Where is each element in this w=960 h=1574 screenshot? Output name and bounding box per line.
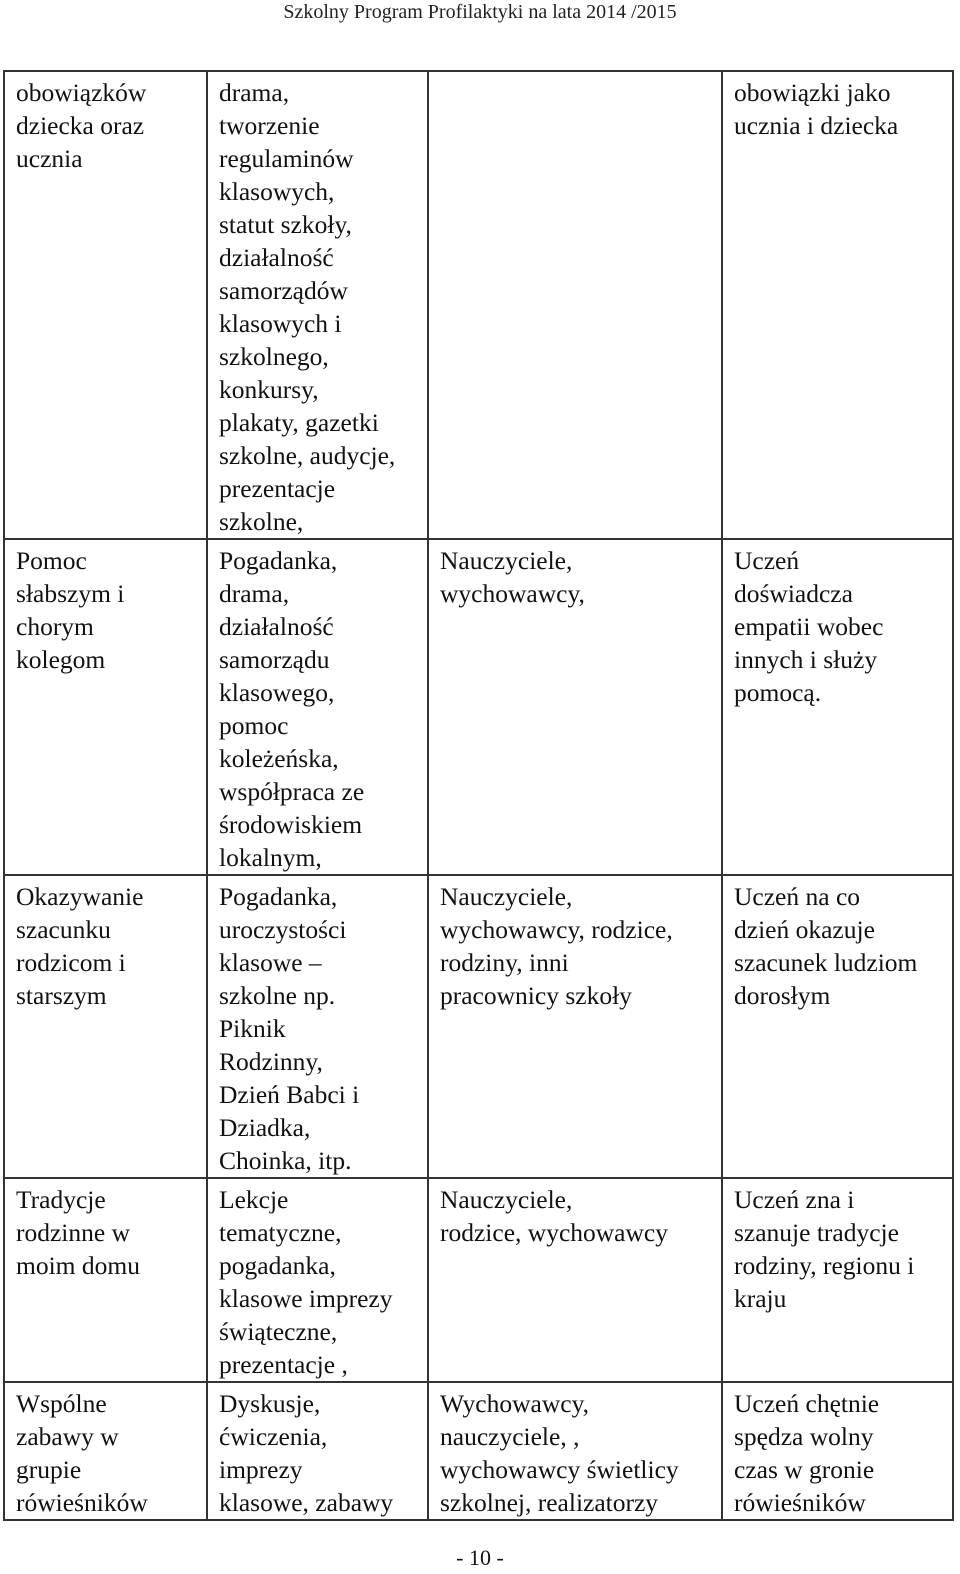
methods-cell: Pogadanka, drama, działalność samorządu klasowego, pomoc koleżeńska, współpraca ze środowiskiem lokalnym, [207,539,428,875]
page-header [0,0,960,24]
outcome-cell: obowiązki jako ucznia i dziecka [722,71,953,539]
table-row [4,875,953,1178]
methods-cell: drama, tworzenie regulaminów klasowych, statut szkoły, działalność samorządów klasowych i szkolnego, konkursy, plakaty, gazetki szkolne, audycje, prezentacje szkolne, [207,71,428,539]
topic-cell: Tradycje rodzinne w moim domu [4,1178,207,1382]
table-row [4,1382,953,1520]
table-row [4,71,953,539]
topic-cell: Pomoc słabszym i chorym kolegom [4,539,207,875]
page-number: - 10 - [456,1545,504,1570]
topic-cell: Wspólne zabawy w grupie rówieśników [4,1382,207,1520]
outcome-cell: Uczeń doświadcza empatii wobec innych i służy pomocą. [722,539,953,875]
responsible-cell: Nauczyciele, rodzice, wychowawcy [428,1178,722,1382]
program-table [3,70,954,1521]
table-row [4,1178,953,1382]
responsible-cell: Nauczyciele, wychowawcy, rodzice, rodziny, inni pracownicy szkoły [428,875,722,1178]
outcome-cell: Uczeń chętnie spędza wolny czas w gronie rówieśników [722,1382,953,1520]
responsible-cell: Nauczyciele, wychowawcy, [428,539,722,875]
responsible-cell [428,71,722,539]
methods-cell: Pogadanka, uroczystości klasowe – szkolne np. Piknik Rodzinny, Dzień Babci i Dziadka, Choinka, itp. [207,875,428,1178]
topic-cell: Okazywanie szacunku rodzicom i starszym [4,875,207,1178]
outcome-cell: Uczeń na co dzień okazuje szacunek ludziom dorosłym [722,875,953,1178]
responsible-cell: Wychowawcy, nauczyciele, , wychowawcy świetlicy szkolnej, realizatorzy [428,1382,722,1520]
methods-cell: Dyskusje, ćwiczenia, imprezy klasowe, zabawy [207,1382,428,1520]
outcome-cell: Uczeń zna i szanuje tradycje rodziny, regionu i kraju [722,1178,953,1382]
topic-cell: obowiązków dziecka oraz ucznia [4,71,207,539]
table-row [4,539,953,875]
methods-cell: Lekcje tematyczne, pogadanka, klasowe imprezy świąteczne, prezentacje , [207,1178,428,1382]
document-title: Szkolny Program Profilaktyki na lata 2014 /2015 [283,1,677,23]
